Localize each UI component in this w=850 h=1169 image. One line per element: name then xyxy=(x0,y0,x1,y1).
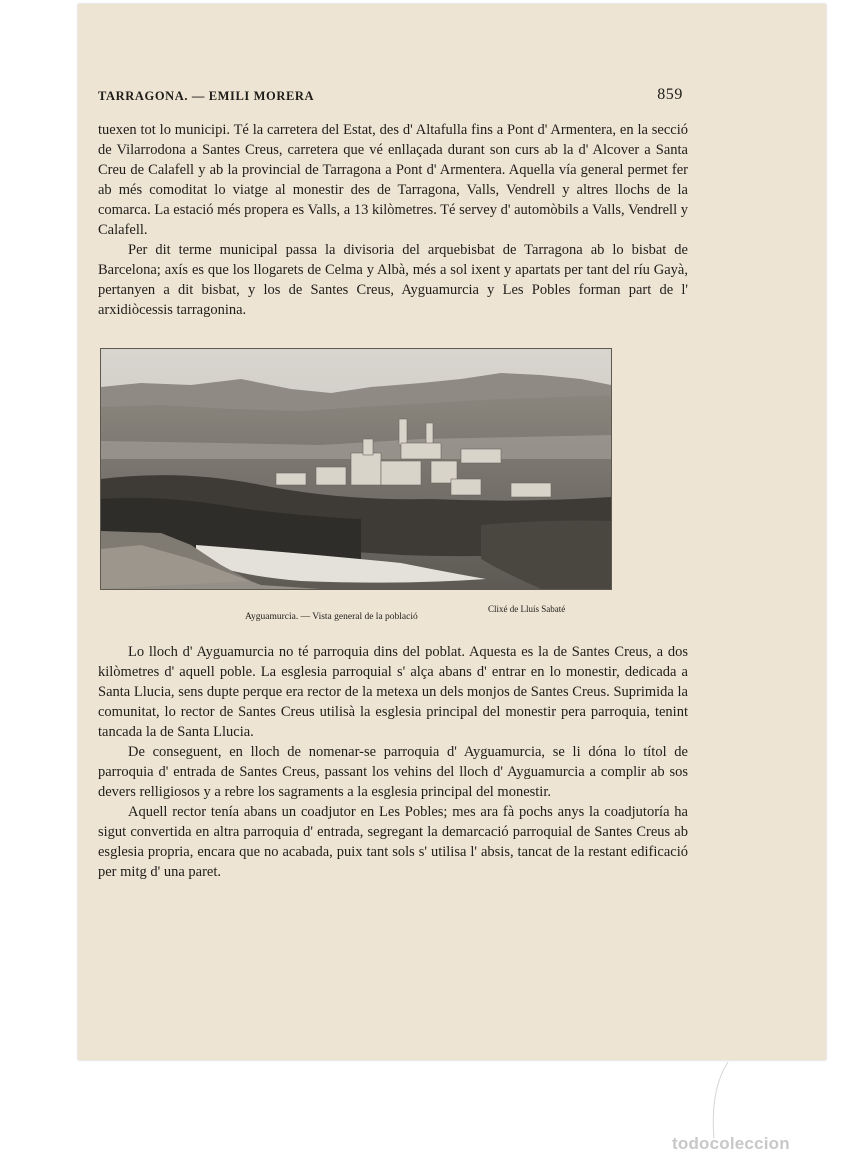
running-title: TARRAGONA. — EMILI MORERA xyxy=(98,89,315,103)
town-landscape-photo xyxy=(100,348,612,590)
text-block-bottom xyxy=(98,642,688,882)
paper-curl-mark xyxy=(700,1060,730,1140)
text-block-top xyxy=(98,120,688,320)
figure-caption: Ayguamurcia. — Vista general de la població xyxy=(245,612,418,622)
paragraph: De conseguent, en lloch de nomenar-se parroquia d' Ayguamurcia, se li dóna lo títol de parroquia d' entrada de Santes Creus, passant los vehins del lloch d' Ayguamurcia a complir ab sos devers relligiosos y a rebre los sagraments a la esglesia principal del monestir. xyxy=(98,744,688,800)
paragraph: Per dit terme municipal passa la divisoria del arquebisbat de Tarragona ab lo bisbat de Barcelona; axís es que los llogarets de Celma y Albà, més a sol ixent y apartats per tant del ríu Gayà, pertanyen a dit bisbat, y los de Santes Creus, Ayguamurcia y Les Pobles forman part de l' arxidiòcessis tarragonina. xyxy=(98,242,688,318)
paragraph: Lo lloch d' Ayguamurcia no té parroquia dins del poblat. Aquesta es la de Santes Creus, a dos kilòmetres d' aquell poble. La esglesia parroquial s' alça abans d' entrar en lo monestir, dedicada a Santa Llucia, sens dupte perque era rector de la metexa un dels monjos de Santes Creus. Suprimida la comunitat, lo rector de Santes Creus utilisà la esglesia principal del monestir pera parroquia, tenint tancada la de Santa Llucia. xyxy=(98,644,688,740)
page-number: 859 xyxy=(657,86,683,103)
running-header xyxy=(98,86,683,106)
paragraph: Aquell rector tenía abans un coadjutor en Les Pobles; mes ara fà pochs anys la coadjutoría ha sigut convertida en altra parroquia d' entrada, segregant la demarcació parroquial de Santes Creus ab esglesia propria, encara que no acabada, puix tant sols s' utilisa l' absis, tancat de la restant edificació per mitg d' una paret. xyxy=(98,804,688,880)
photo-credit: Clixé de Lluís Sabaté xyxy=(488,604,566,614)
paragraph: tuexen tot lo municipi. Té la carretera del Estat, des d' Altafulla fins a Pont d' Armentera, en la secció de Vilarrodona a Santes Creus, carretera que vé enllaçada durant son curs ab la d' Alcover a Santa Creu de Calafell y ab la provincial de Tarragona a Pont d' Armentera. Aquella vía general permet fer ab més comoditat lo viatge al monestir des de Tarragona, Valls, Vendrell y altres llochs de la comarca. La estació més propera es Valls, a 13 kilòmetres. Té servey d' automòbils a Valls, Vendrell y Calafell. xyxy=(98,122,688,238)
watermark-logo: todocoleccion xyxy=(672,1134,790,1153)
